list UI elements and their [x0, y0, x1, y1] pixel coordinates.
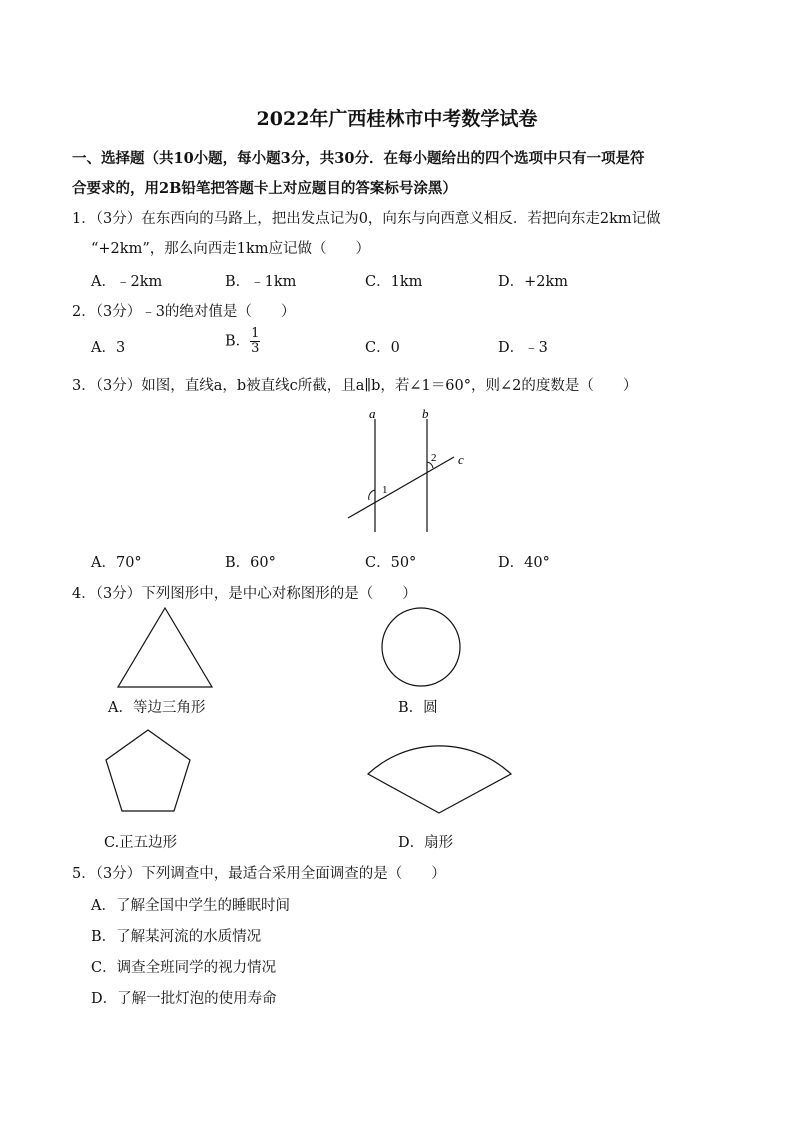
q1-stem-line2: “+2km”，那么向西走1km应记做（ ）: [91, 241, 370, 257]
q3-stem: 3．（3分）如图，直线a，b被直线c所截，且a∥b，若∠1＝60°，则∠2的度数是（ ）: [72, 378, 638, 394]
q3-option-d: D．40°: [498, 555, 550, 571]
q2-option-b: [225, 327, 260, 356]
q3-option-a: A．70°: [91, 555, 142, 571]
q3-option-b: B．60°: [225, 555, 276, 571]
q5-option-d: D．了解一批灯泡的使用寿命: [91, 991, 277, 1007]
label-angle-1: 1: [382, 484, 388, 496]
q1-option-c: C．1km: [365, 274, 423, 290]
q1-option-a: A．﹣2km: [91, 274, 163, 290]
q5-option-a: A．了解全国中学生的睡眠时间: [91, 898, 290, 914]
q2-option-a: A．3: [91, 340, 126, 356]
fraction-numerator: 1: [251, 326, 260, 341]
q1-option-b: B．﹣1km: [225, 274, 297, 290]
section-heading-line1: 一、选择题（共10小题，每小题3分，共30分．在每小题给出的四个选项中只有一项是符: [72, 150, 645, 167]
parallel-lines-figure: [340, 404, 480, 536]
q4-option-a: A．等边三角形: [108, 700, 206, 716]
regular-pentagon-figure: [102, 727, 194, 815]
q5-option-c: C．调查全班同学的视力情况: [91, 960, 277, 976]
q2-stem: 2．（3分）﹣3的绝对值是（ ）: [72, 304, 296, 320]
label-c: c: [458, 452, 464, 467]
q4-option-d: D．扇形: [398, 835, 454, 851]
q2-option-d: D．﹣3: [498, 340, 548, 356]
q4-option-b: B．圆: [398, 700, 438, 716]
section-heading-line2: 合要求的，用2B铅笔把答题卡上对应题目的答案标号涂黑）: [72, 180, 457, 197]
q3-option-c: C．50°: [365, 555, 417, 571]
q1-stem-line1: 1．（3分）在东西向的马路上，把出发点记为0，向东与向西意义相反．若把向东走2km记做: [72, 211, 661, 227]
fraction-denominator: 3: [251, 341, 260, 356]
angle-1-arc: [369, 490, 375, 500]
q5-stem: 5．（3分）下列调查中，最适合采用全面调查的是（ ）: [72, 866, 446, 882]
q5-option-b: B．了解某河流的水质情况: [91, 929, 262, 945]
equilateral-triangle-figure: [116, 606, 216, 690]
label-angle-2: 2: [431, 452, 437, 464]
q2-option-c: C．0: [365, 340, 400, 356]
q2-option-b-prefix: B．: [225, 333, 251, 350]
label-a: a: [369, 406, 376, 421]
q1-option-d: D．+2km: [498, 274, 569, 290]
sector-figure: [364, 741, 516, 816]
label-b: b: [422, 406, 429, 421]
q4-stem: 4．（3分）下列图形中，是中心对称图形的是（ ）: [72, 586, 417, 602]
circle-figure: [380, 606, 464, 690]
q4-option-c: C.正五边形: [104, 835, 178, 851]
fraction: [250, 327, 260, 356]
page-title: 2022年广西桂林市中考数学试卷: [256, 108, 538, 130]
line-c: [348, 457, 454, 518]
